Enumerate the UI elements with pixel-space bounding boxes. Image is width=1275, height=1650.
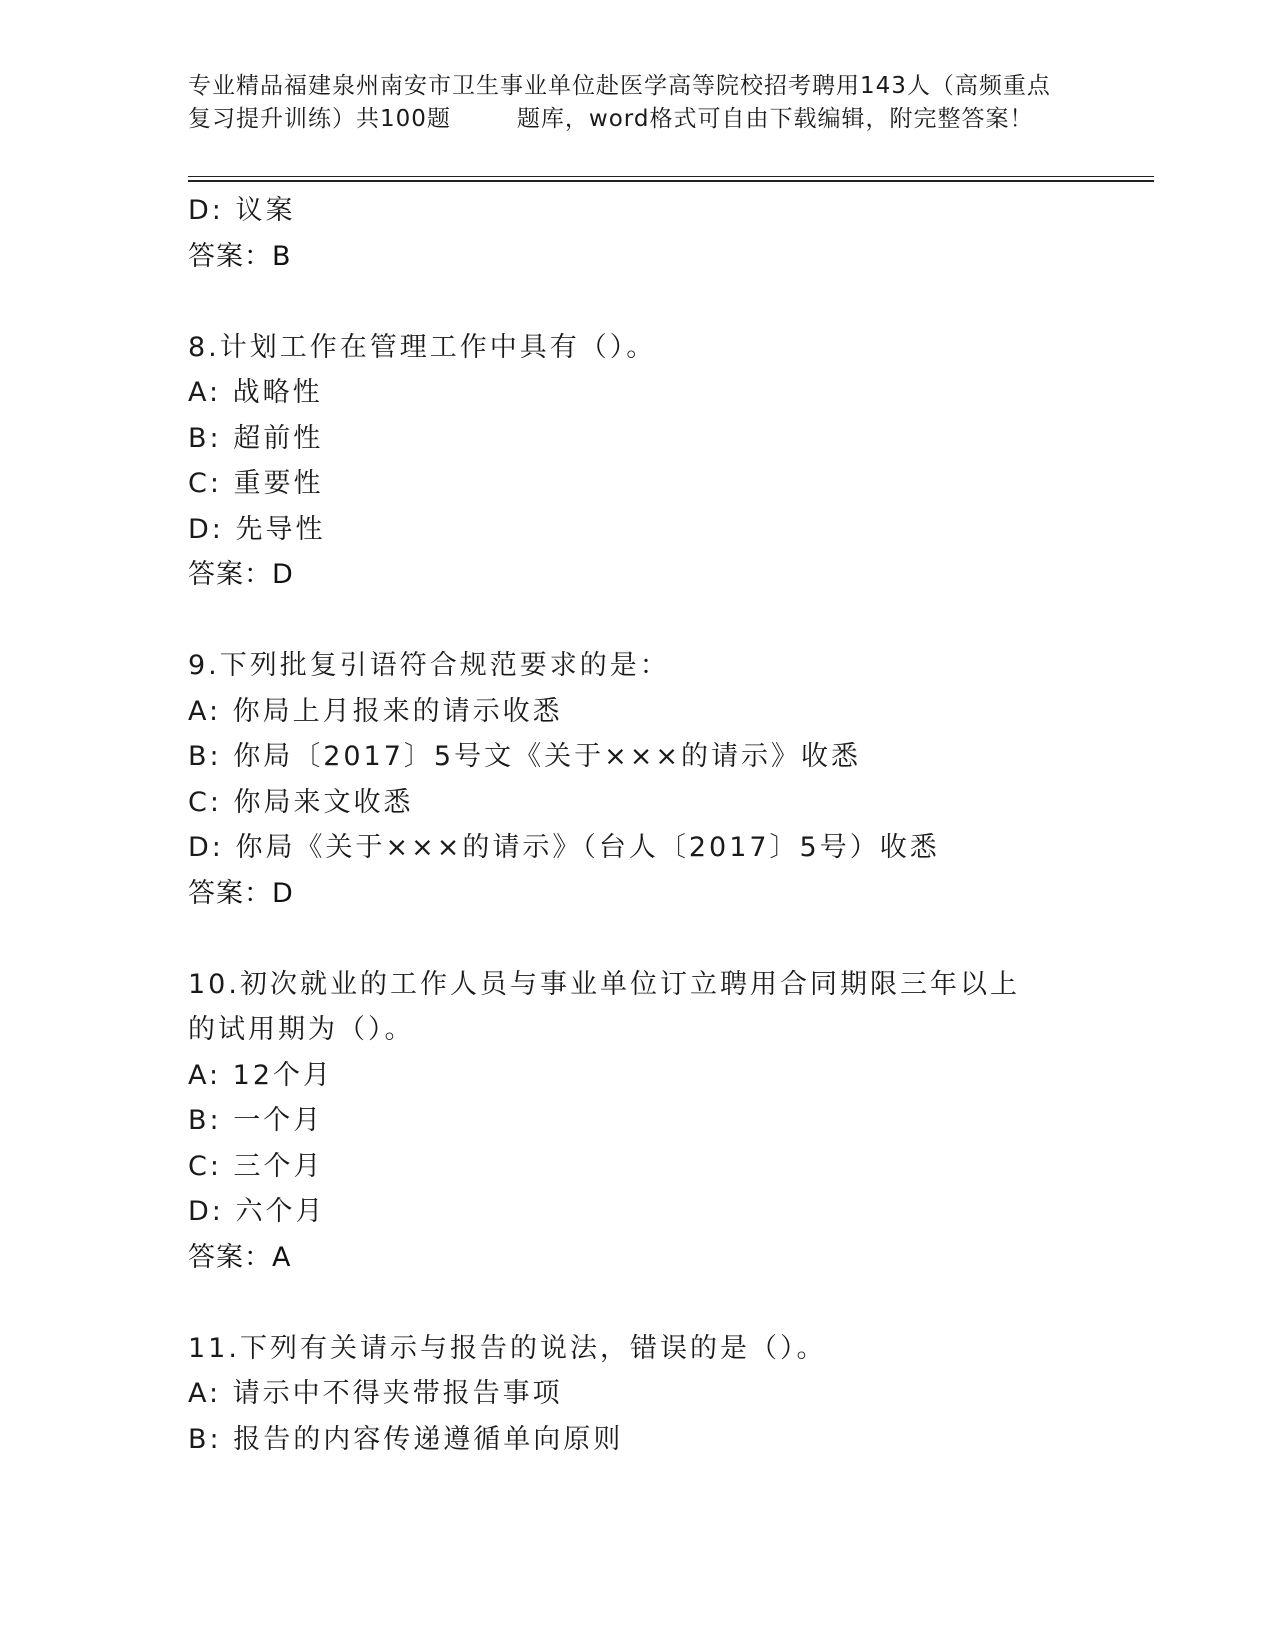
answer-line: 答案：A [188,1241,292,1273]
question-list [188,188,1088,1462]
option-b: B: 你局〔2017〕5号文《关于×××的请示》收悉 [188,741,861,772]
option-b: B: 报告的内容传递遵循单向原则 [188,1423,624,1455]
question-stem: 8.计划工作在管理工作中具有（）。 [188,331,657,363]
question-10 [188,962,1088,1281]
answer-line: 答案：D [188,559,294,590]
answer-line: 答案：D [188,877,294,909]
header-line-2-right: 题库，word格式可自由下载编辑，附完整答案！ [516,106,1034,132]
header-line-2 [188,103,1088,136]
header-divider-thick [188,180,1154,182]
option-a: A: 请示中不得夹带报告事项 [188,1378,563,1409]
option-b: B: 超前性 [188,422,324,454]
question-stem: 9.下列批复引语符合规范要求的是： [188,650,670,681]
question-11 [188,1326,1088,1463]
option-b: B: 一个月 [188,1105,324,1136]
option-a: A: 战略性 [188,377,323,408]
question-9 [188,643,1088,916]
option-c: C: 重要性 [188,468,324,499]
document-header [188,70,1088,136]
header-line-1: 专业精品福建泉州南安市卫生事业单位赴医学高等院校招考聘用143人（高频重点 [188,73,1051,99]
option-c: C: 你局来文收悉 [188,786,414,818]
question-stem: 11.下列有关请示与报告的说法，错误的是（）。 [188,1332,827,1364]
option-a: A: 12个月 [188,1059,334,1091]
option-d: D: 你局《关于×××的请示》（台人〔2017〕5号）收悉 [188,832,940,863]
option-d: D: 先导性 [188,513,326,545]
option-d: D: 六个月 [188,1196,326,1227]
question-8 [188,325,1088,598]
option-d: D: 议案 [188,195,296,226]
header-line-2-left: 复习提升训练）共100题 [188,106,451,132]
answer-line: 答案：B [188,240,292,272]
option-a: A: 你局上月报来的请示收悉 [188,695,563,727]
question-stem: 10.初次就业的工作人员与事业单位订立聘用合同期限三年以上的试用期为（）。 [188,968,1020,1045]
previous-question-tail [188,188,1088,279]
option-c: C: 三个月 [188,1150,324,1182]
header-divider-thin [188,176,1154,177]
